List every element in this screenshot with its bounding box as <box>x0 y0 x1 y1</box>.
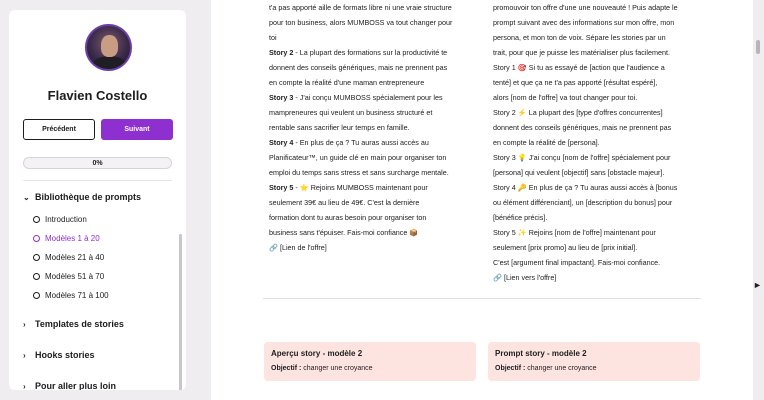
circle-icon <box>33 216 40 223</box>
text-line: tenté] et que ça ne t'a pas apporté [résultat espéré], <box>493 78 658 87</box>
avatar-body-shape <box>92 56 127 71</box>
page-scrollbar[interactable] <box>756 40 760 54</box>
circle-icon <box>33 292 40 299</box>
sidebar-scrollbar[interactable] <box>179 234 182 390</box>
text-line: formation dont tu auras besoin pour organiser ton <box>269 213 427 222</box>
sidebar <box>9 10 186 390</box>
main-content <box>211 0 753 400</box>
progress-bar <box>23 157 172 169</box>
text-line: ou élément différenciant], un [description du bonus] pour <box>493 198 673 207</box>
circle-icon <box>33 235 40 242</box>
text-line: Story 2 ⚡ La plupart des [type d'offres concurrentes] <box>493 108 663 117</box>
text-line: Story 2 - La plupart des formations sur la productivité te <box>269 48 448 57</box>
text-line: mampreneures qui veulent un business structuré et <box>269 108 433 117</box>
text-line: seulement [prix promo] au lieu de [prix initial]. <box>493 243 638 252</box>
chevron-right-icon: › <box>23 319 26 329</box>
section-going-further[interactable] <box>23 379 183 390</box>
offer-link[interactable]: 🔗 [Lien de l'offre] <box>269 243 327 252</box>
section-label: Templates de stories <box>35 319 124 329</box>
chevron-down-icon: ⌄ <box>23 192 30 202</box>
text-line: emploi du temps sans stress et sans surcharge mentale. <box>269 168 449 177</box>
text-line: alors [nom de l'offre] va tout changer pour toi. <box>493 93 638 102</box>
lesson-label: Modèles 51 à 70 <box>45 272 105 281</box>
progress-label: 0% <box>92 159 103 167</box>
chevron-right-icon: › <box>23 381 26 390</box>
text-line: persona, et mon ton de voix. Sépare les stories par un <box>493 33 666 42</box>
lesson-label: Modèles 71 à 100 <box>45 291 109 300</box>
offer-link[interactable]: 🔗 [Lien vers l'offre] <box>493 273 557 282</box>
lesson-models-71-100[interactable] <box>23 286 183 305</box>
card-title: Prompt story - modèle 2 <box>495 349 587 358</box>
prompt-story-card <box>488 342 700 381</box>
text-line: Story 5 - ⭐ Rejoins MUMBOSS maintenant pour <box>269 183 428 192</box>
text-line: prompt suivant avec des informations sur mon offre, mon <box>493 18 675 27</box>
card-title: Aperçu story - modèle 2 <box>271 349 363 358</box>
lesson-label: Modèles 1 à 20 <box>45 234 100 243</box>
text-line: Story 3 - J'ai conçu MUMBOSS spécialement pour les <box>269 93 443 102</box>
previous-button[interactable]: Précédent <box>23 119 95 140</box>
text-line: [bénéfice précis]. <box>493 213 548 222</box>
text-line: promouvoir ton offre d'une une nouveauté ! Puis adapte le <box>493 3 678 12</box>
avatar-face-shape <box>101 35 118 57</box>
prompt-column <box>493 0 701 285</box>
section-label: Pour aller plus loin <box>35 381 117 390</box>
section-label: Bibliothèque de prompts <box>35 192 142 202</box>
lesson-models-1-20[interactable] <box>23 229 183 248</box>
lesson-label: Introduction <box>45 215 87 224</box>
text-line: rentable sans sacrifier leur temps en famille. <box>269 123 410 132</box>
section-prompt-library[interactable] <box>23 190 183 204</box>
text-line: donnent des conseils génériques, mais ne prennent pas <box>493 123 672 132</box>
avatar <box>85 24 132 71</box>
section-story-templates[interactable] <box>23 317 183 331</box>
text-line: pour ton business, alors MUMBOSS va tout changer pour <box>269 18 453 27</box>
lesson-introduction[interactable] <box>23 210 183 229</box>
card-objective: Objectif : changer une croyance <box>495 365 597 372</box>
text-line: Story 1 🎯 Si tu as essayé de [action que l'audience a <box>493 63 665 72</box>
section-divider <box>263 298 701 299</box>
course-nav <box>23 190 183 390</box>
text-line: trait, pour que je puisse les matérialiser plus facilement. <box>493 48 670 57</box>
lesson-models-51-70[interactable] <box>23 267 183 286</box>
chevron-right-icon: › <box>23 350 26 360</box>
next-button[interactable]: Suivant <box>101 119 173 140</box>
text-line: en compte la réalité de [persona]. <box>493 138 600 147</box>
lesson-models-21-40[interactable] <box>23 248 183 267</box>
section-label: Hooks stories <box>35 350 95 360</box>
text-line: C'est [argument final impactant]. Fais-moi confiance. <box>493 258 661 267</box>
text-line: [persona] qui veulent [objectif] sans [obstacle majeur]. <box>493 168 665 177</box>
text-line: t'a pas apporté aille de formats libre ni une vraie structure <box>269 3 452 12</box>
mouse-cursor-icon: ► <box>753 280 762 290</box>
text-line: Story 4 🔑 En plus de ça ? Tu auras aussi accès à [bonus <box>493 183 678 192</box>
story-preview-column <box>269 0 477 255</box>
text-line: en compte la réalité d'une maman entrepreneure <box>269 78 425 87</box>
lesson-label: Modèles 21 à 40 <box>45 253 105 262</box>
circle-icon <box>33 254 40 261</box>
text-line: Planificateur™, un guide clé en main pour organiser ton <box>269 153 447 162</box>
instructor-name: Flavien Costello <box>47 88 148 103</box>
section-hooks-stories[interactable] <box>23 348 183 362</box>
card-objective: Objectif : changer une croyance <box>271 365 373 372</box>
text-line: donnent des conseils génériques, mais ne prennent pas <box>269 63 448 72</box>
story-preview-card <box>264 342 476 381</box>
text-line: Story 3 💡 J'ai conçu [nom de l'offre] spécialement pour <box>493 153 671 162</box>
circle-icon <box>33 273 40 280</box>
text-line: toi <box>269 33 277 42</box>
text-line: Story 5 ✨ Rejoins [nom de l'offre] maintenant pour <box>493 228 656 237</box>
text-line: business sans t'épuiser. Fais-moi confiance 📦 <box>269 228 419 237</box>
text-line: seulement 39€ au lieu de 49€. C'est la dernière <box>269 198 420 207</box>
text-line: Story 4 - En plus de ça ? Tu auras aussi accès au <box>269 138 429 147</box>
divider <box>23 180 172 181</box>
